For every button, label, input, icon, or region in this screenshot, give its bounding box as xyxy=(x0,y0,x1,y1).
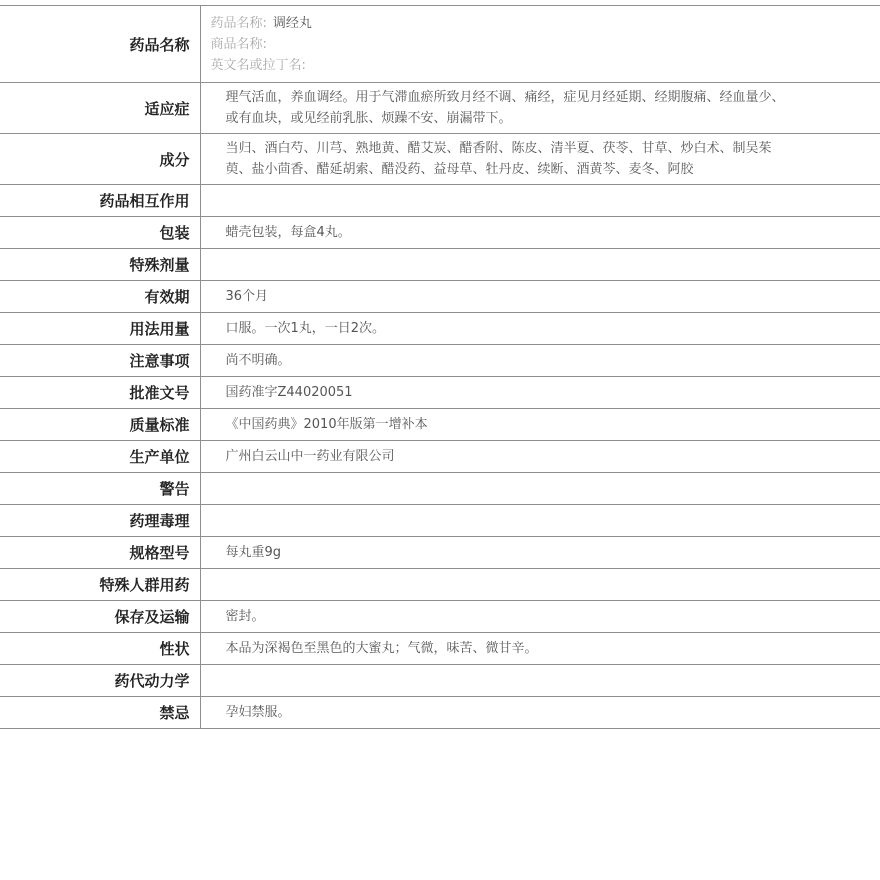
generic-name-value: 调经丸 xyxy=(272,15,312,31)
row-indications xyxy=(0,83,880,134)
row-warning xyxy=(0,473,880,505)
row-value xyxy=(200,185,880,217)
trade-name-key: 商品名称: xyxy=(210,36,267,52)
drug-name-values xyxy=(200,6,880,83)
row-label: 性状 xyxy=(0,633,200,665)
row-value: 《中国药典》2010年版第一增补本 xyxy=(225,417,428,432)
row-label: 用法用量 xyxy=(0,313,200,345)
row-value: 理气活血，养血调经。用于气滞血瘀所致月经不调、痛经，症见月经延期、经期腹痛、经血量少、或有血块，或见经前乳胀、烦躁不安、崩漏带下。 xyxy=(225,90,785,126)
row-value: 蜡壳包装，每盒4丸。 xyxy=(225,225,351,240)
row-contraindications xyxy=(0,697,880,729)
row-value: 口服。一次1丸，一日2次。 xyxy=(225,321,386,336)
row-approval-number xyxy=(0,377,880,409)
row-label: 药品相互作用 xyxy=(0,185,200,217)
row-drug-name xyxy=(0,6,880,83)
row-label: 保存及运输 xyxy=(0,601,200,633)
generic-name-key: 药品名称: xyxy=(210,15,267,31)
row-label: 禁忌 xyxy=(0,697,200,729)
row-label: 成分 xyxy=(0,134,200,185)
english-name-line xyxy=(211,55,880,76)
row-precautions xyxy=(0,345,880,377)
row-special-populations xyxy=(0,569,880,601)
row-manufacturer xyxy=(0,441,880,473)
row-interactions xyxy=(0,185,880,217)
row-value: 密封。 xyxy=(225,609,265,624)
row-shelf-life xyxy=(0,281,880,313)
row-label: 批准文号 xyxy=(0,377,200,409)
row-label: 适应症 xyxy=(0,83,200,134)
row-label: 注意事项 xyxy=(0,345,200,377)
row-label: 药代动力学 xyxy=(0,665,200,697)
row-label: 药品名称 xyxy=(0,6,200,83)
row-quality-standard xyxy=(0,409,880,441)
row-label: 特殊剂量 xyxy=(0,249,200,281)
row-value xyxy=(200,569,880,601)
row-appearance xyxy=(0,633,880,665)
row-value: 当归、酒白芍、川芎、熟地黄、醋艾炭、醋香附、陈皮、清半夏、茯苓、甘草、炒白术、制吴茱萸、盐小茴香、醋延胡索、醋没药、益母草、牡丹皮、续断、酒黄芩、麦冬、阿胶 xyxy=(225,141,772,177)
row-ingredients xyxy=(0,134,880,185)
row-label: 生产单位 xyxy=(0,441,200,473)
english-name-key: 英文名或拉丁名: xyxy=(210,57,306,73)
row-label: 有效期 xyxy=(0,281,200,313)
generic-name-line xyxy=(211,13,880,34)
row-value xyxy=(200,249,880,281)
row-packaging xyxy=(0,217,880,249)
row-pharmacokinetics xyxy=(0,665,880,697)
drug-info-table xyxy=(0,5,880,729)
row-value xyxy=(200,505,880,537)
row-label: 包装 xyxy=(0,217,200,249)
row-value: 广州白云山中一药业有限公司 xyxy=(225,449,395,464)
row-specification xyxy=(0,537,880,569)
row-label: 质量标准 xyxy=(0,409,200,441)
row-value: 本品为深褐色至黑色的大蜜丸；气微，味苦、微甘辛。 xyxy=(225,641,538,656)
row-value: 国药准字Z44020051 xyxy=(225,385,353,400)
row-value: 孕妇禁服。 xyxy=(225,705,291,720)
row-value: 每丸重9g xyxy=(225,545,282,560)
row-special-dosage xyxy=(0,249,880,281)
row-label: 警告 xyxy=(0,473,200,505)
row-label: 特殊人群用药 xyxy=(0,569,200,601)
row-label: 药理毒理 xyxy=(0,505,200,537)
row-value xyxy=(200,473,880,505)
row-value: 36个月 xyxy=(225,289,269,304)
row-pharmacology xyxy=(0,505,880,537)
row-value: 尚不明确。 xyxy=(225,353,291,368)
row-label: 规格型号 xyxy=(0,537,200,569)
row-storage xyxy=(0,601,880,633)
row-dosage xyxy=(0,313,880,345)
trade-name-line xyxy=(211,34,880,55)
row-value xyxy=(200,665,880,697)
